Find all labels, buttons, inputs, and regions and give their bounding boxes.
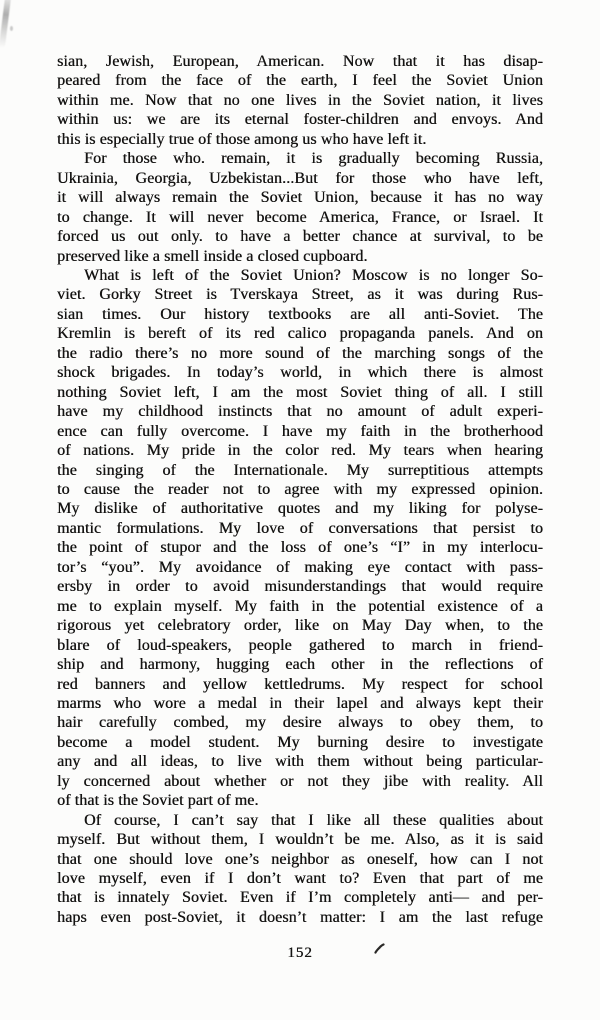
text-line: rigorous yet celebratory order, like on May Day when, to the bbox=[57, 617, 543, 635]
text-line: hair carefully combed, my desire always to obey them, to bbox=[57, 714, 543, 732]
text-line: marms who wore a medal in their lapel and always kept their bbox=[57, 694, 543, 712]
text-line: within me. Now that no one lives in the Soviet nation, it lives bbox=[57, 91, 543, 109]
paragraph bbox=[57, 266, 543, 811]
paragraph bbox=[57, 149, 543, 266]
text-line: myself. But without them, I wouldn’t be me. Also, as it is said bbox=[57, 831, 543, 849]
text-line: sian, Jewish, European, American. Now that it has disap- bbox=[57, 53, 543, 70]
text-line: it will always remain the Soviet Union, because it has no way bbox=[57, 189, 543, 207]
text-line: Kremlin is bereft of its red calico propaganda panels. And on bbox=[57, 325, 543, 343]
text-line: peared from the face of the earth, I feel the Soviet Union bbox=[57, 72, 543, 90]
text-line: me to explain myself. My faith in the potential existence of a bbox=[57, 597, 543, 615]
text-line: within us: we are its eternal foster-children and envoys. And bbox=[57, 111, 543, 129]
text-line: nothing Soviet left, I am the most Soviet thing of all. I still bbox=[57, 383, 543, 401]
pen-mark-icon bbox=[374, 941, 388, 953]
text-line: sian times. Our history textbooks are all anti-Soviet. The bbox=[57, 305, 543, 323]
text-line: the point of stupor and the loss of one’s “I” in my interlocu- bbox=[57, 539, 543, 557]
text-line: mantic formulations. My love of conversations that persist to bbox=[57, 519, 543, 537]
text-line: For those who. remain, it is gradually becoming Russia, bbox=[84, 150, 543, 168]
text-line: the singing of the Internationale. My surreptitious attempts bbox=[57, 461, 543, 479]
text-line: My dislike of authoritative quotes and my liking for polyse- bbox=[57, 500, 543, 518]
scan-smudge bbox=[0, 0, 11, 48]
text-line: the radio there’s no more sound of the marching songs of the bbox=[57, 344, 543, 362]
paragraph bbox=[57, 52, 543, 149]
text-line: ly concerned about whether or not they jibe with reality. All bbox=[57, 772, 543, 790]
text-line: that is innately Soviet. Even if I’m completely anti— and per- bbox=[57, 889, 543, 907]
text-line: preserved like a smell inside a closed cupboard. bbox=[57, 247, 368, 265]
text-line: tor’s “you”. My avoidance of making eye contact with pass- bbox=[57, 558, 543, 576]
text-line: What is left of the Soviet Union? Moscow is no longer So- bbox=[84, 266, 543, 284]
text-line: to change. It will never become America, France, or Israel. It bbox=[57, 208, 543, 226]
text-line: red banners and yellow kettledrums. My respect for school bbox=[57, 675, 543, 693]
text-line: ence can fully overcome. I have my faith in the brotherhood bbox=[57, 422, 543, 440]
page-number: 152 bbox=[287, 945, 313, 961]
text-line: ship and harmony, hugging each other in the reflections of bbox=[57, 656, 543, 674]
text-line: blare of loud-speakers, people gathered to march in friend- bbox=[57, 636, 543, 654]
text-line: love myself, even if I don’t want to? Even that part of me bbox=[57, 870, 543, 888]
text-line: of nations. My pride in the color red. My tears when hearing bbox=[57, 442, 543, 460]
text-line: have my childhood instincts that no amount of adult experi- bbox=[57, 403, 543, 421]
text-line: any and all ideas, to live with them without being particular- bbox=[57, 753, 543, 771]
text-line: Of course, I can’t say that I like all these qualities about bbox=[84, 811, 543, 829]
text-block bbox=[57, 52, 543, 927]
text-line: this is especially true of those among us who have left it. bbox=[57, 130, 427, 148]
text-line: viet. Gorky Street is Tverskaya Street, as it was during Rus- bbox=[57, 286, 543, 304]
paragraph bbox=[57, 811, 543, 928]
text-line: ersby in order to avoid misunderstandings that would require bbox=[57, 578, 543, 596]
text-line: of that is the Soviet part of me. bbox=[57, 792, 259, 810]
scan-speck bbox=[10, 26, 13, 31]
text-line: haps even post-Soviet, it doesn’t matter: I am the last refuge bbox=[57, 908, 543, 926]
text-line: become a model student. My burning desire to investigate bbox=[57, 733, 543, 751]
text-line: Ukrainia, Georgia, Uzbekistan...But for those who have left, bbox=[57, 169, 543, 187]
text-line: to cause the reader not to agree with my expressed opinion. bbox=[57, 480, 543, 498]
text-line: that one should love one’s neighbor as oneself, how can I not bbox=[57, 850, 543, 868]
text-line: forced us out only. to have a better chance at survival, to be bbox=[57, 228, 543, 246]
text-line: shock brigades. In today’s world, in which there is almost bbox=[57, 364, 543, 382]
